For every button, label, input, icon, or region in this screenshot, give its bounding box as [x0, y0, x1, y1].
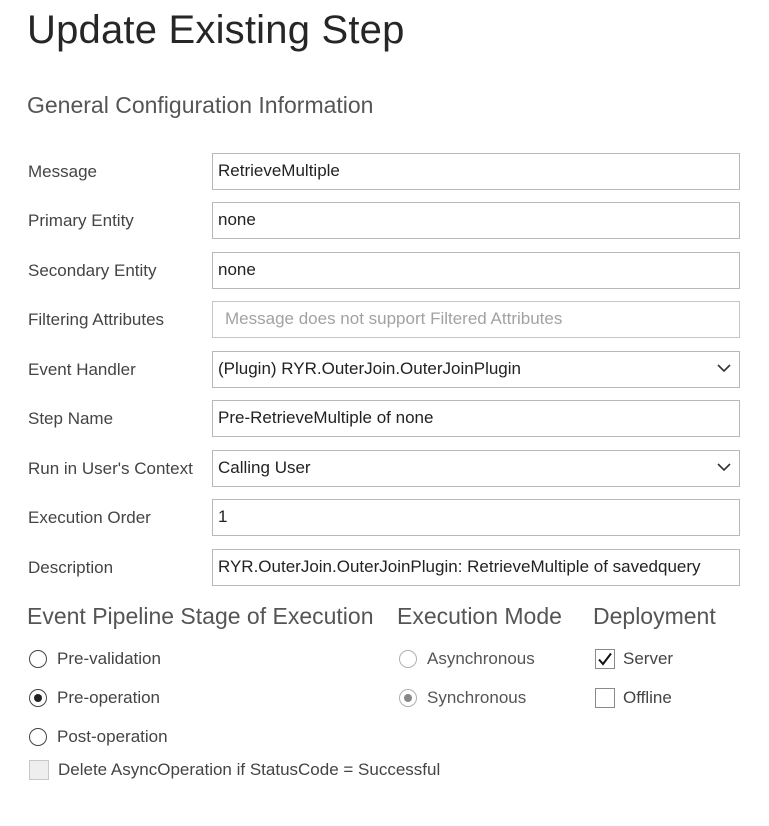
message-label: Message: [28, 162, 97, 181]
radio-button[interactable]: [399, 650, 417, 668]
event-handler-label: Event Handler: [28, 360, 136, 379]
checkmark-icon: [597, 651, 613, 667]
radio-pre-operation[interactable]: [29, 687, 160, 709]
radio-label: Post-operation: [57, 727, 168, 746]
radio-button[interactable]: [399, 689, 417, 707]
radio-label: Pre-operation: [57, 688, 161, 707]
secondary-entity-field[interactable]: [212, 252, 740, 289]
radio-pre-validation[interactable]: [29, 648, 161, 670]
primary-entity-value: none: [218, 210, 256, 229]
secondary-entity-label: Secondary Entity: [28, 261, 157, 280]
radio-label: Pre-validation: [57, 649, 161, 668]
message-value: RetrieveMultiple: [218, 161, 340, 180]
checkbox-delete-async[interactable]: [29, 759, 440, 781]
deployment-title: Deployment: [593, 603, 716, 629]
radio-button[interactable]: [29, 689, 47, 707]
checkbox-server[interactable]: [595, 648, 673, 670]
page-title: Update Existing Step: [27, 8, 405, 52]
checkbox[interactable]: [29, 760, 49, 780]
primary-entity-label: Primary Entity: [28, 211, 134, 230]
radio-label: Synchronous: [427, 688, 527, 707]
step-name-value: Pre-RetrieveMultiple of none: [218, 408, 434, 427]
radio-synchronous[interactable]: [399, 687, 526, 709]
checkbox-label: Offline: [623, 688, 672, 707]
checkbox[interactable]: [595, 649, 615, 669]
filtering-attributes-field[interactable]: [212, 301, 740, 338]
chevron-down-icon: [717, 363, 731, 373]
run-context-select[interactable]: [212, 450, 740, 487]
description-label: Description: [28, 558, 114, 577]
radio-label: Asynchronous: [427, 649, 535, 668]
execution-order-value: 1: [218, 507, 228, 526]
radio-asynchronous[interactable]: [399, 648, 535, 670]
radio-post-operation[interactable]: [29, 726, 168, 748]
checkbox-offline[interactable]: [595, 687, 672, 709]
execution-order-field[interactable]: [212, 499, 740, 536]
checkbox-label: Server: [623, 649, 674, 668]
checkbox[interactable]: [595, 688, 615, 708]
message-field[interactable]: [212, 153, 740, 190]
chevron-down-icon: [717, 462, 731, 472]
run-context-label: Run in User's Context: [28, 459, 193, 478]
pipeline-stage-title: Event Pipeline Stage of Execution: [27, 603, 374, 629]
filtering-attributes-label: Filtering Attributes: [28, 310, 165, 329]
radio-button[interactable]: [29, 650, 47, 668]
step-name-field[interactable]: [212, 400, 740, 437]
run-context-value: Calling User: [218, 458, 311, 477]
description-field[interactable]: [212, 549, 740, 586]
execution-mode-title: Execution Mode: [397, 603, 562, 629]
radio-button[interactable]: [29, 728, 47, 746]
event-handler-value: (Plugin) RYR.OuterJoin.OuterJoinPlugin: [218, 359, 521, 378]
checkbox-label: Delete AsyncOperation if StatusCode = Successful: [58, 760, 441, 779]
primary-entity-field[interactable]: [212, 202, 740, 239]
execution-order-label: Execution Order: [28, 508, 151, 527]
filtering-attributes-placeholder: Message does not support Filtered Attributes: [225, 309, 563, 328]
section-title: General Configuration Information: [27, 92, 374, 118]
step-name-label: Step Name: [28, 409, 114, 428]
secondary-entity-value: none: [218, 260, 256, 279]
event-handler-select[interactable]: [212, 351, 740, 388]
description-value: RYR.OuterJoin.OuterJoinPlugin: RetrieveMultiple of savedquery: [218, 557, 701, 576]
